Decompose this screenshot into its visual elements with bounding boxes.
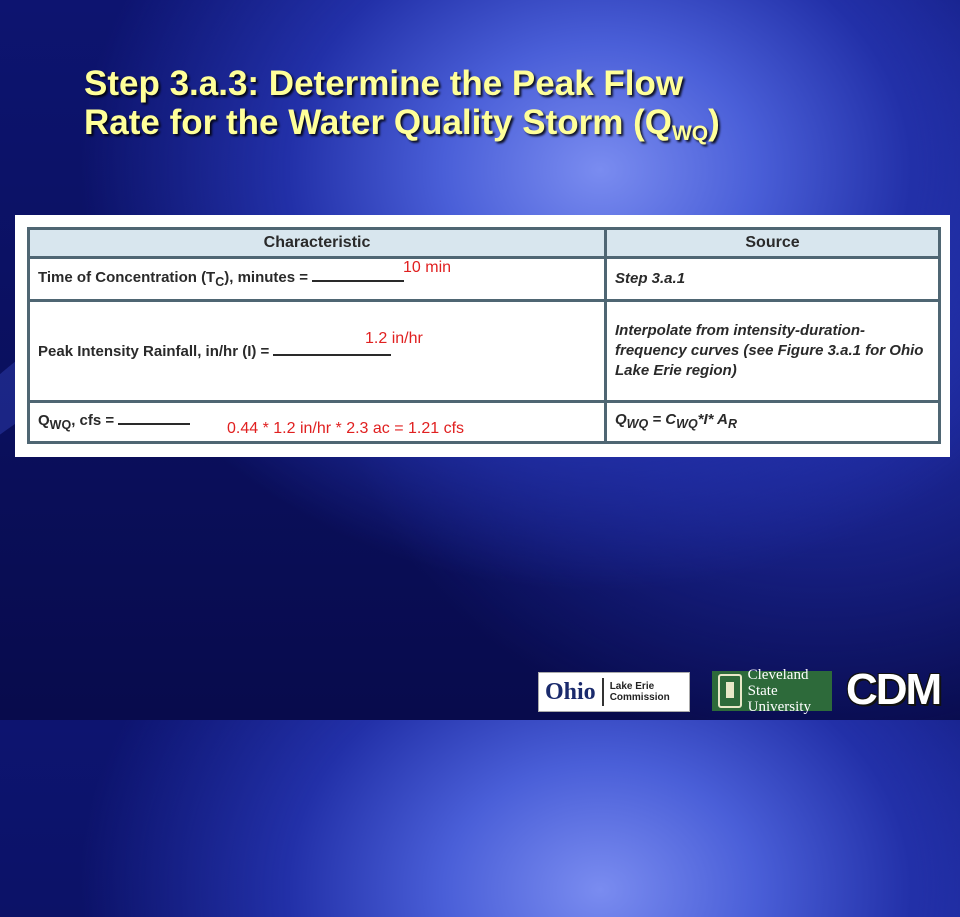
intensity-blank: [273, 354, 391, 356]
cdm-logo: CDM: [846, 665, 941, 714]
table-row: [29, 301, 940, 402]
ohio-divider: [602, 678, 604, 706]
ohio-lake-erie-commission-logo: [538, 672, 690, 712]
slide-title: [84, 64, 904, 145]
intensity-source-text: Interpolate from intensity-duration-frequency curves (see Figure 3.a.1 for Ohio Lake Erie region): [615, 322, 924, 379]
ohio-wordmark: Ohio: [545, 678, 596, 705]
tc-label-suffix: ), minutes =: [224, 269, 313, 286]
tc-source-text: Step 3.a.1: [615, 270, 686, 287]
csu-text: Cleveland State University: [747, 667, 811, 715]
ohio-commission-text: Lake Erie Commission: [609, 681, 670, 703]
title-line-1: Step 3.a.3: Determine the Peak Flow: [84, 64, 684, 103]
qwq-label: Q: [38, 412, 50, 429]
row-peak-intensity: [29, 301, 606, 402]
qwq-filled-value: 0.44 * 1.2 in/hr * 2.3 ac = 1.21 cfs: [227, 420, 465, 437]
row-time-of-concentration: [29, 258, 606, 301]
table-row: [29, 402, 940, 443]
source-peak-intensity: [606, 301, 940, 402]
csu-emblem-icon: [718, 674, 742, 708]
title-line-2-prefix: Rate for the Water Quality Storm (Q: [84, 103, 672, 142]
cleveland-state-university-logo: [712, 667, 832, 715]
qwq-formula: $Q_{WQ} = C_{WQ}*I*$ $A_R$: [615, 411, 737, 431]
qwq-label-suffix: , cfs =: [71, 412, 119, 429]
intensity-filled-value: 1.2 in/hr: [365, 330, 423, 347]
tc-subscript: C: [215, 275, 225, 289]
tc-label: Time of Concentration (T: [38, 269, 216, 286]
title-subscript: WQ: [671, 122, 709, 145]
tc-blank: [312, 280, 404, 282]
source-qwq: [606, 402, 940, 443]
table-header-row: [29, 229, 940, 258]
title-line-2-suffix: ): [708, 103, 720, 142]
header-characteristic: Characteristic: [29, 229, 606, 258]
table-row: [29, 258, 940, 301]
source-time-of-concentration: [606, 258, 940, 301]
qwq-subscript: WQ: [49, 418, 72, 432]
header-source: Source: [606, 229, 940, 258]
characteristics-table-panel: [15, 215, 950, 457]
intensity-label: Peak Intensity Rainfall, in/hr (I) =: [38, 342, 274, 360]
qwq-blank: [118, 423, 190, 425]
tc-filled-value: 10 min: [403, 259, 452, 276]
characteristics-table: [27, 227, 941, 444]
